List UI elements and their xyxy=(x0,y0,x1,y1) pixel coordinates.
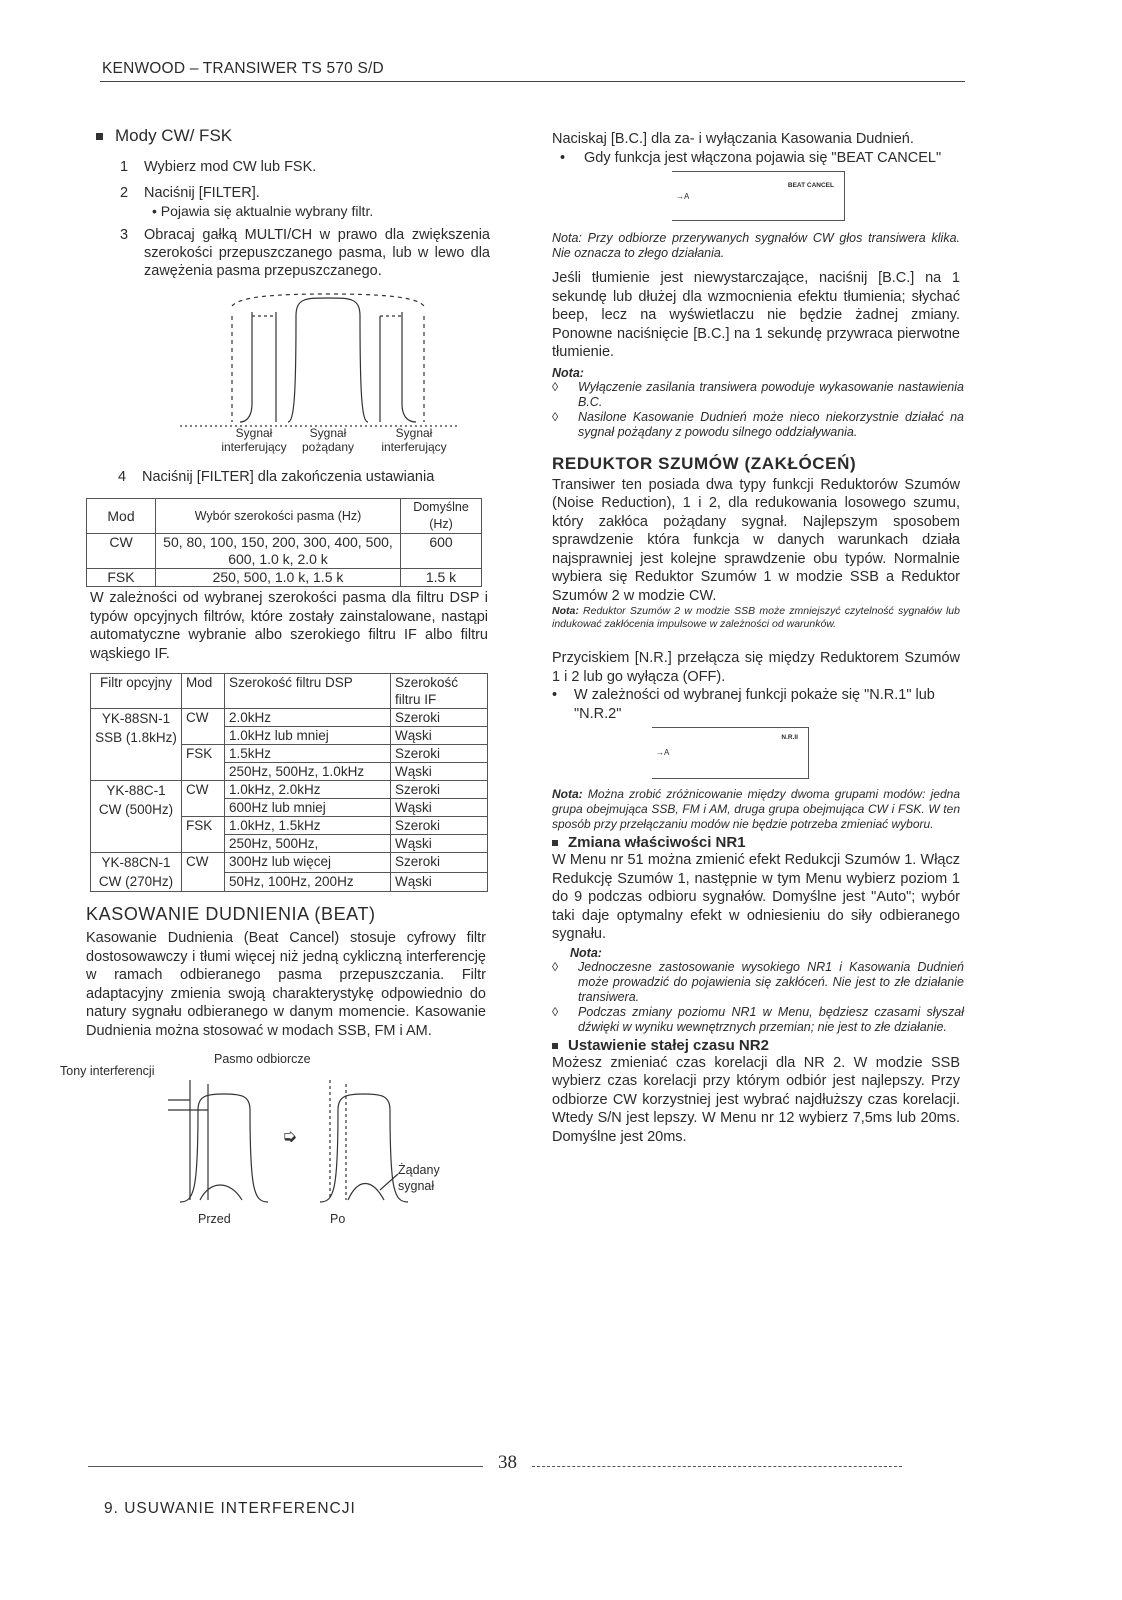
interf-curve-right xyxy=(402,312,416,422)
arrow-icon: ➭ xyxy=(282,1126,298,1146)
filter-table xyxy=(90,673,488,892)
t1-header-default: Domyślne (Hz) xyxy=(401,499,482,534)
table-row: 250Hz, 500Hz, Wąski xyxy=(91,835,488,853)
square-bullet-icon xyxy=(552,1043,558,1049)
header-rule xyxy=(100,81,965,82)
note-4-label: Nota: xyxy=(570,945,602,960)
table-row: YK-88CN-1 CW (270Hz) CW 300Hz lub więcej Szeroki xyxy=(91,853,488,873)
left-column xyxy=(60,126,490,1230)
label-desired-signal: Żądany sygnał xyxy=(398,1163,440,1193)
t2-header-mode: Mod xyxy=(182,674,225,709)
nr1-paragraph: W Menu nr 51 można zmienić efekt Redukcji Szumów 1. Włącz Redukcję Szumów 1, następnie w tym Menu wybierz poziom 1 do 9 podczas odbioru sygnałów. Domyślne jest "Auto"; wybór taki daje optymalny efekt w odniesieniu do siły odbieranego sygnału. xyxy=(552,852,960,942)
footer-section: 9. USUWANIE INTERFERENCJI xyxy=(104,1500,356,1517)
note-4-item: ◊ Podczas zmiany poziomu NR1 w Menu, będziesz czasami słyszał dźwięki w wyniku wewnętrznych przemian; nie jest to złe działanie. xyxy=(552,1004,964,1034)
nr-bullet: • W zależności od wybranej funkcji pokaże się "N.R.1" lub "N.R.2" xyxy=(552,687,935,722)
interf-curve-left xyxy=(240,312,252,422)
step-1: 1 Wybierz mod CW lub FSK. xyxy=(120,159,317,175)
footer-rule-left xyxy=(88,1466,483,1467)
noise-reduction-heading: REDUKTOR SZUMÓW (ZAKŁÓCEŃ) xyxy=(552,453,857,473)
page-number: 38 xyxy=(498,1452,517,1473)
square-bullet-icon xyxy=(96,133,103,140)
filter-select-paragraph: W zależności od wybranej szerokości pasma dla filtru DSP i typów opcyjnych filtrów, które zostały zainstalowane, nastąpi automatyczne wybranie albo szerokiego filtru IF albo filtru wąskiego IF. xyxy=(90,590,488,662)
running-header: KENWOOD – TRANSIWER TS 570 S/D xyxy=(102,60,384,77)
table-row: CW 50, 80, 100, 150, 200, 300, 400, 500, 600, 1.0 k, 2.0 k 600 xyxy=(87,534,482,569)
label-before: Przed xyxy=(198,1212,231,1226)
beat-cancel-paragraph: Kasowanie Dudnienia (Beat Cancel) stosuje cyfrowy filtr dostosowawczy i tłumi więcej niż jedną cykliczną interferencję w ramach odbieranego pasma przepuszczania. Filtr adaptacyjny zmienia swoją charakterystykę odpowiednio do natury sygnału odbieranego w danym momencie. Kasowanie Dudnienia można stosować w modach SSB, FM i AM. xyxy=(86,930,486,1039)
nr2-heading: Ustawienie stałej czasu NR2 xyxy=(552,1037,964,1054)
t1-header-range: Wybór szerokości pasma (Hz) xyxy=(156,499,401,534)
table-row: YK-88C-1 CW (500Hz) CW 1.0kHz, 2.0kHz Szeroki xyxy=(91,781,488,799)
t2-header-if: Szerokość filtru IF xyxy=(391,674,488,709)
label-after: Po xyxy=(330,1212,346,1226)
bc-paragraph: Naciskaj [B.C.] dla za- i wyłączania Kasowania Dudnień. xyxy=(552,131,914,147)
t2-header-filter: Filtr opcyjny xyxy=(91,674,182,709)
table-row: 1.0kHz lub mniej Wąski xyxy=(91,727,488,745)
note-3: Nota: Można zrobić zróżnicowanie między dwoma grupami modów: jedna grupa obejmująca SSB, FM i AM, druga grupa obejmująca CW i FSK. W ten sposób przy przełączaniu modów nie będzie potrzeba zmieniać wyboru. xyxy=(552,787,960,831)
note-4-item: ◊ Jednoczesne zastosowanie wysokiego NR1 i Kasowania Dudnień może prowadzić do pojawienia się zakłóceń. Nie jest to złe działanie transiwera. xyxy=(552,959,964,1004)
table-row: FSK 250, 500, 1.0 k, 1.5 k 1.5 k xyxy=(87,569,482,587)
label-interf-right: Sygnał interferujący xyxy=(381,426,447,454)
lcd-nr: →A N.R.II xyxy=(652,727,809,779)
note-2-label: Nota: xyxy=(552,365,584,380)
table-row: 250Hz, 500Hz, 1.0kHz Wąski xyxy=(91,763,488,781)
table-row: 600Hz lub mniej Wąski xyxy=(91,799,488,817)
t2-header-dsp: Szerokość filtru DSP xyxy=(225,674,391,709)
after-passband xyxy=(320,1094,408,1202)
nr-button-paragraph: Przyciskiem [N.R.] przełącza się między Reduktorem Szumów 1 i 2 lub go wyłącza (OFF). xyxy=(552,650,960,685)
t1-header-mod: Mod xyxy=(87,499,156,534)
filter-diagram xyxy=(80,286,490,468)
tone-lines xyxy=(190,1080,208,1200)
table-row: 50Hz, 100Hz, 200Hz Wąski xyxy=(91,872,488,892)
note-2-item: ◊ Wyłączenie zasilania transiwera powoduje wykasowanie nastawienia B.C. xyxy=(552,379,964,409)
table-row: YK-88SN-1 SSB (1.8kHz) CW 2.0kHz Szeroki xyxy=(91,709,488,727)
label-desired: Sygnał pożądany xyxy=(301,426,355,454)
footer-rule-right xyxy=(532,1466,902,1467)
step-3: 3 Obracaj gałką MULTI/CH w prawo dla zwiększenia szerokości przepuszczanego pasma, lub w lewo dla zawężenia pasma przepuszczanego. xyxy=(120,227,490,279)
bandwidth-table xyxy=(86,498,482,587)
tone-leaders xyxy=(168,1100,208,1110)
right-column xyxy=(552,130,964,1146)
step-4: 4 Naciśnij [FILTER] dla zakończenia ustawiania xyxy=(118,469,435,485)
nr1-heading: Zmiana właściwości NR1 xyxy=(552,834,964,851)
filter-curves-figure xyxy=(80,286,490,436)
table-row: FSK 1.0kHz, 1.5kHz Szeroki xyxy=(91,817,488,835)
beat-diagram xyxy=(60,1052,490,1230)
cw-fsk-heading: Mody CW/ FSK xyxy=(96,126,490,146)
label-band: Pasmo odbiorcze xyxy=(214,1052,311,1066)
nr-note: Nota: Reduktor Szumów 2 w modzie SSB może zmniejszyć czytelność sygnałów lub indukować zakłócenia impulsowe w zależności od warunków. xyxy=(552,605,960,630)
step-2-sub: • Pojawia się aktualnie wybrany filtr. xyxy=(152,203,374,219)
beat-cancel-heading: KASOWANIE DUDNIENIA (BEAT) xyxy=(86,904,376,924)
label-interf-left: Sygnał interferujący xyxy=(221,426,287,454)
bc-bullet: • Gdy funkcja jest włączona pojawia się "BEAT CANCEL" xyxy=(560,149,942,166)
desired-leader xyxy=(380,1174,398,1190)
lcd-beat-cancel: →A BEAT CANCEL xyxy=(672,171,845,221)
nr2-paragraph: Możesz zmieniać czas korelacji dla NR 2. W modzie SSB wybierz czas korelacji przy którym odbiór jest najlepszy. Przy odbiorze CW korzystniej jest wybrać najdłuższy czas korelacji. Wtedy S/N jest lepszy. W Menu nr 12 wybierz 7,5ms lub 20ms. Domyślne jest 20ms. xyxy=(552,1054,960,1145)
note-1: Nota: Przy odbiorze przerywanych sygnałów CW głos transiwera klika. Nie oznacza to złego działania. xyxy=(552,231,960,260)
step-2: 2 Naciśnij [FILTER]. xyxy=(120,185,260,201)
label-tones: Tony interferencji xyxy=(60,1064,155,1078)
square-bullet-icon xyxy=(552,840,558,846)
beat-curves-figure xyxy=(80,1070,490,1220)
bc-long-press-paragraph: Jeśli tłumienie jest niewystarczające, naciśnij [B.C.] na 1 sekundę lub dłużej dla wzmocnienia efektu tłumienia; słychać beep, lecz na wyświetlaczu nie będzie żadnej zmiany. Ponowne naciśnięcie [B.C.] na 1 sekundę przywraca pierwotne tłumienie. xyxy=(552,270,960,360)
note-2-item: ◊ Nasilone Kasowanie Dudnień może nieco niekorzystnie działać na sygnał pożądany z powodu silnego oddziaływania. xyxy=(552,409,964,439)
before-signal xyxy=(200,1185,242,1200)
desired-passband xyxy=(288,298,368,422)
after-signal xyxy=(348,1184,384,1201)
noise-reduction-paragraph: Transiwer ten posiada dwa typy funkcji Reduktorów Szumów (Noise Reduction), 1 i 2, dla redukowania losowego szumu, który zakłóca pożądany sygnał. Najlepszym sposobem sprawdzenie która funkcja w danych warunkach działa najsprawniej jest kolejne sprawdzenie obu typów. Normalnie wybiera się Reduktor Szumów 1 w modzie SSB a Reduktor Szumów 2 w modzie CW. xyxy=(552,476,960,604)
table-row: FSK 1.5kHz Szeroki xyxy=(91,745,488,763)
